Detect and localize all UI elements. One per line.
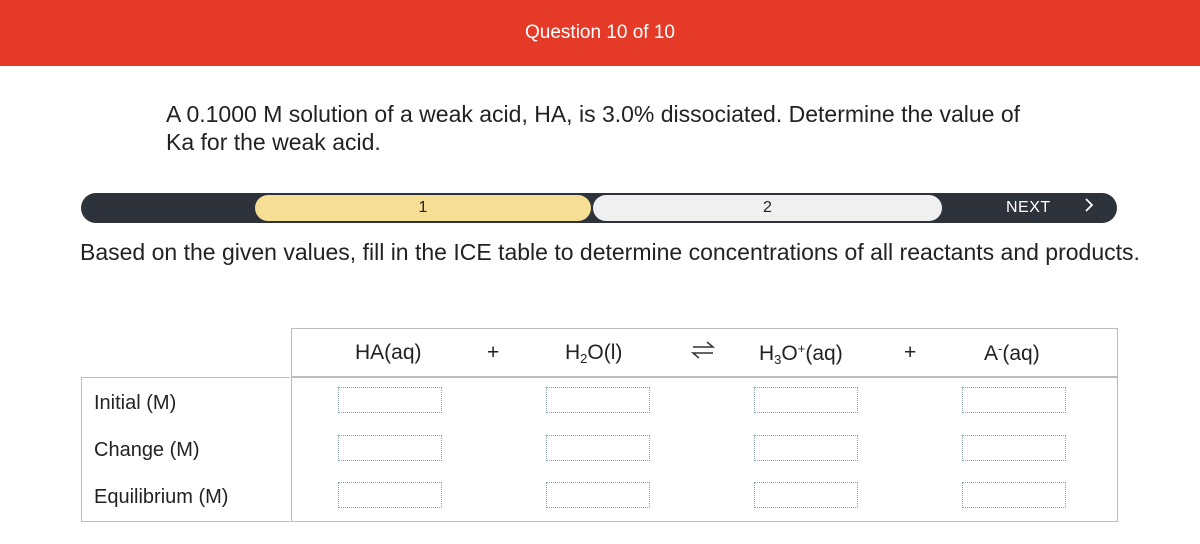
step-navigator (81, 193, 1117, 223)
row-label-change: Change (M) (94, 439, 200, 461)
instructions-text: Based on the given values, fill in the ICE table to determine concentrations of all reactants and products. (80, 239, 1140, 265)
equilibrium-arrows-icon (690, 337, 716, 368)
equilibrium-water-input[interactable] (546, 482, 650, 508)
plus-sign: + (487, 341, 500, 364)
species-hydronium: $H_3O^+(aq)$ (759, 341, 843, 367)
change-ha-input[interactable] (338, 435, 442, 461)
ice-table-body (291, 377, 1118, 522)
row-label-initial: Initial (M) (94, 392, 177, 414)
step-2-tab[interactable] (593, 195, 942, 221)
row-labels (81, 377, 290, 522)
chevron-right-icon (1084, 197, 1094, 218)
next-button[interactable] (981, 193, 1117, 223)
initial-conjugate-base-input[interactable] (962, 387, 1066, 413)
question-counter: Question 10 of 10 (525, 22, 675, 43)
question-text: A 0.1000 M solution of a weak acid, HA, is 3.0% dissociated. Determine the value of Ka for the weak acid. (166, 101, 1021, 155)
ice-table (81, 328, 1118, 521)
initial-water-input[interactable] (546, 387, 650, 413)
species-water: $H_2O(l)$ (565, 341, 623, 366)
species-conjugate-base: A-(aq) (984, 341, 1040, 365)
change-conjugate-base-input[interactable] (962, 435, 1066, 461)
species-ha: HA(aq) (355, 341, 422, 364)
change-hydronium-input[interactable] (754, 435, 858, 461)
step-2-label: 2 (763, 199, 772, 216)
step-1-label: 1 (418, 199, 428, 216)
ice-table-header (291, 328, 1118, 377)
initial-ha-input[interactable] (338, 387, 442, 413)
change-water-input[interactable] (546, 435, 650, 461)
next-button-label: NEXT (1006, 199, 1051, 216)
header-bar (0, 0, 1200, 66)
plus-sign: + (904, 341, 917, 364)
initial-hydronium-input[interactable] (754, 387, 858, 413)
equilibrium-conjugate-base-input[interactable] (962, 482, 1066, 508)
step-1-tab[interactable] (255, 195, 591, 221)
row-label-equilibrium: Equilibrium (M) (94, 486, 229, 508)
equilibrium-ha-input[interactable] (338, 482, 442, 508)
equilibrium-hydronium-input[interactable] (754, 482, 858, 508)
